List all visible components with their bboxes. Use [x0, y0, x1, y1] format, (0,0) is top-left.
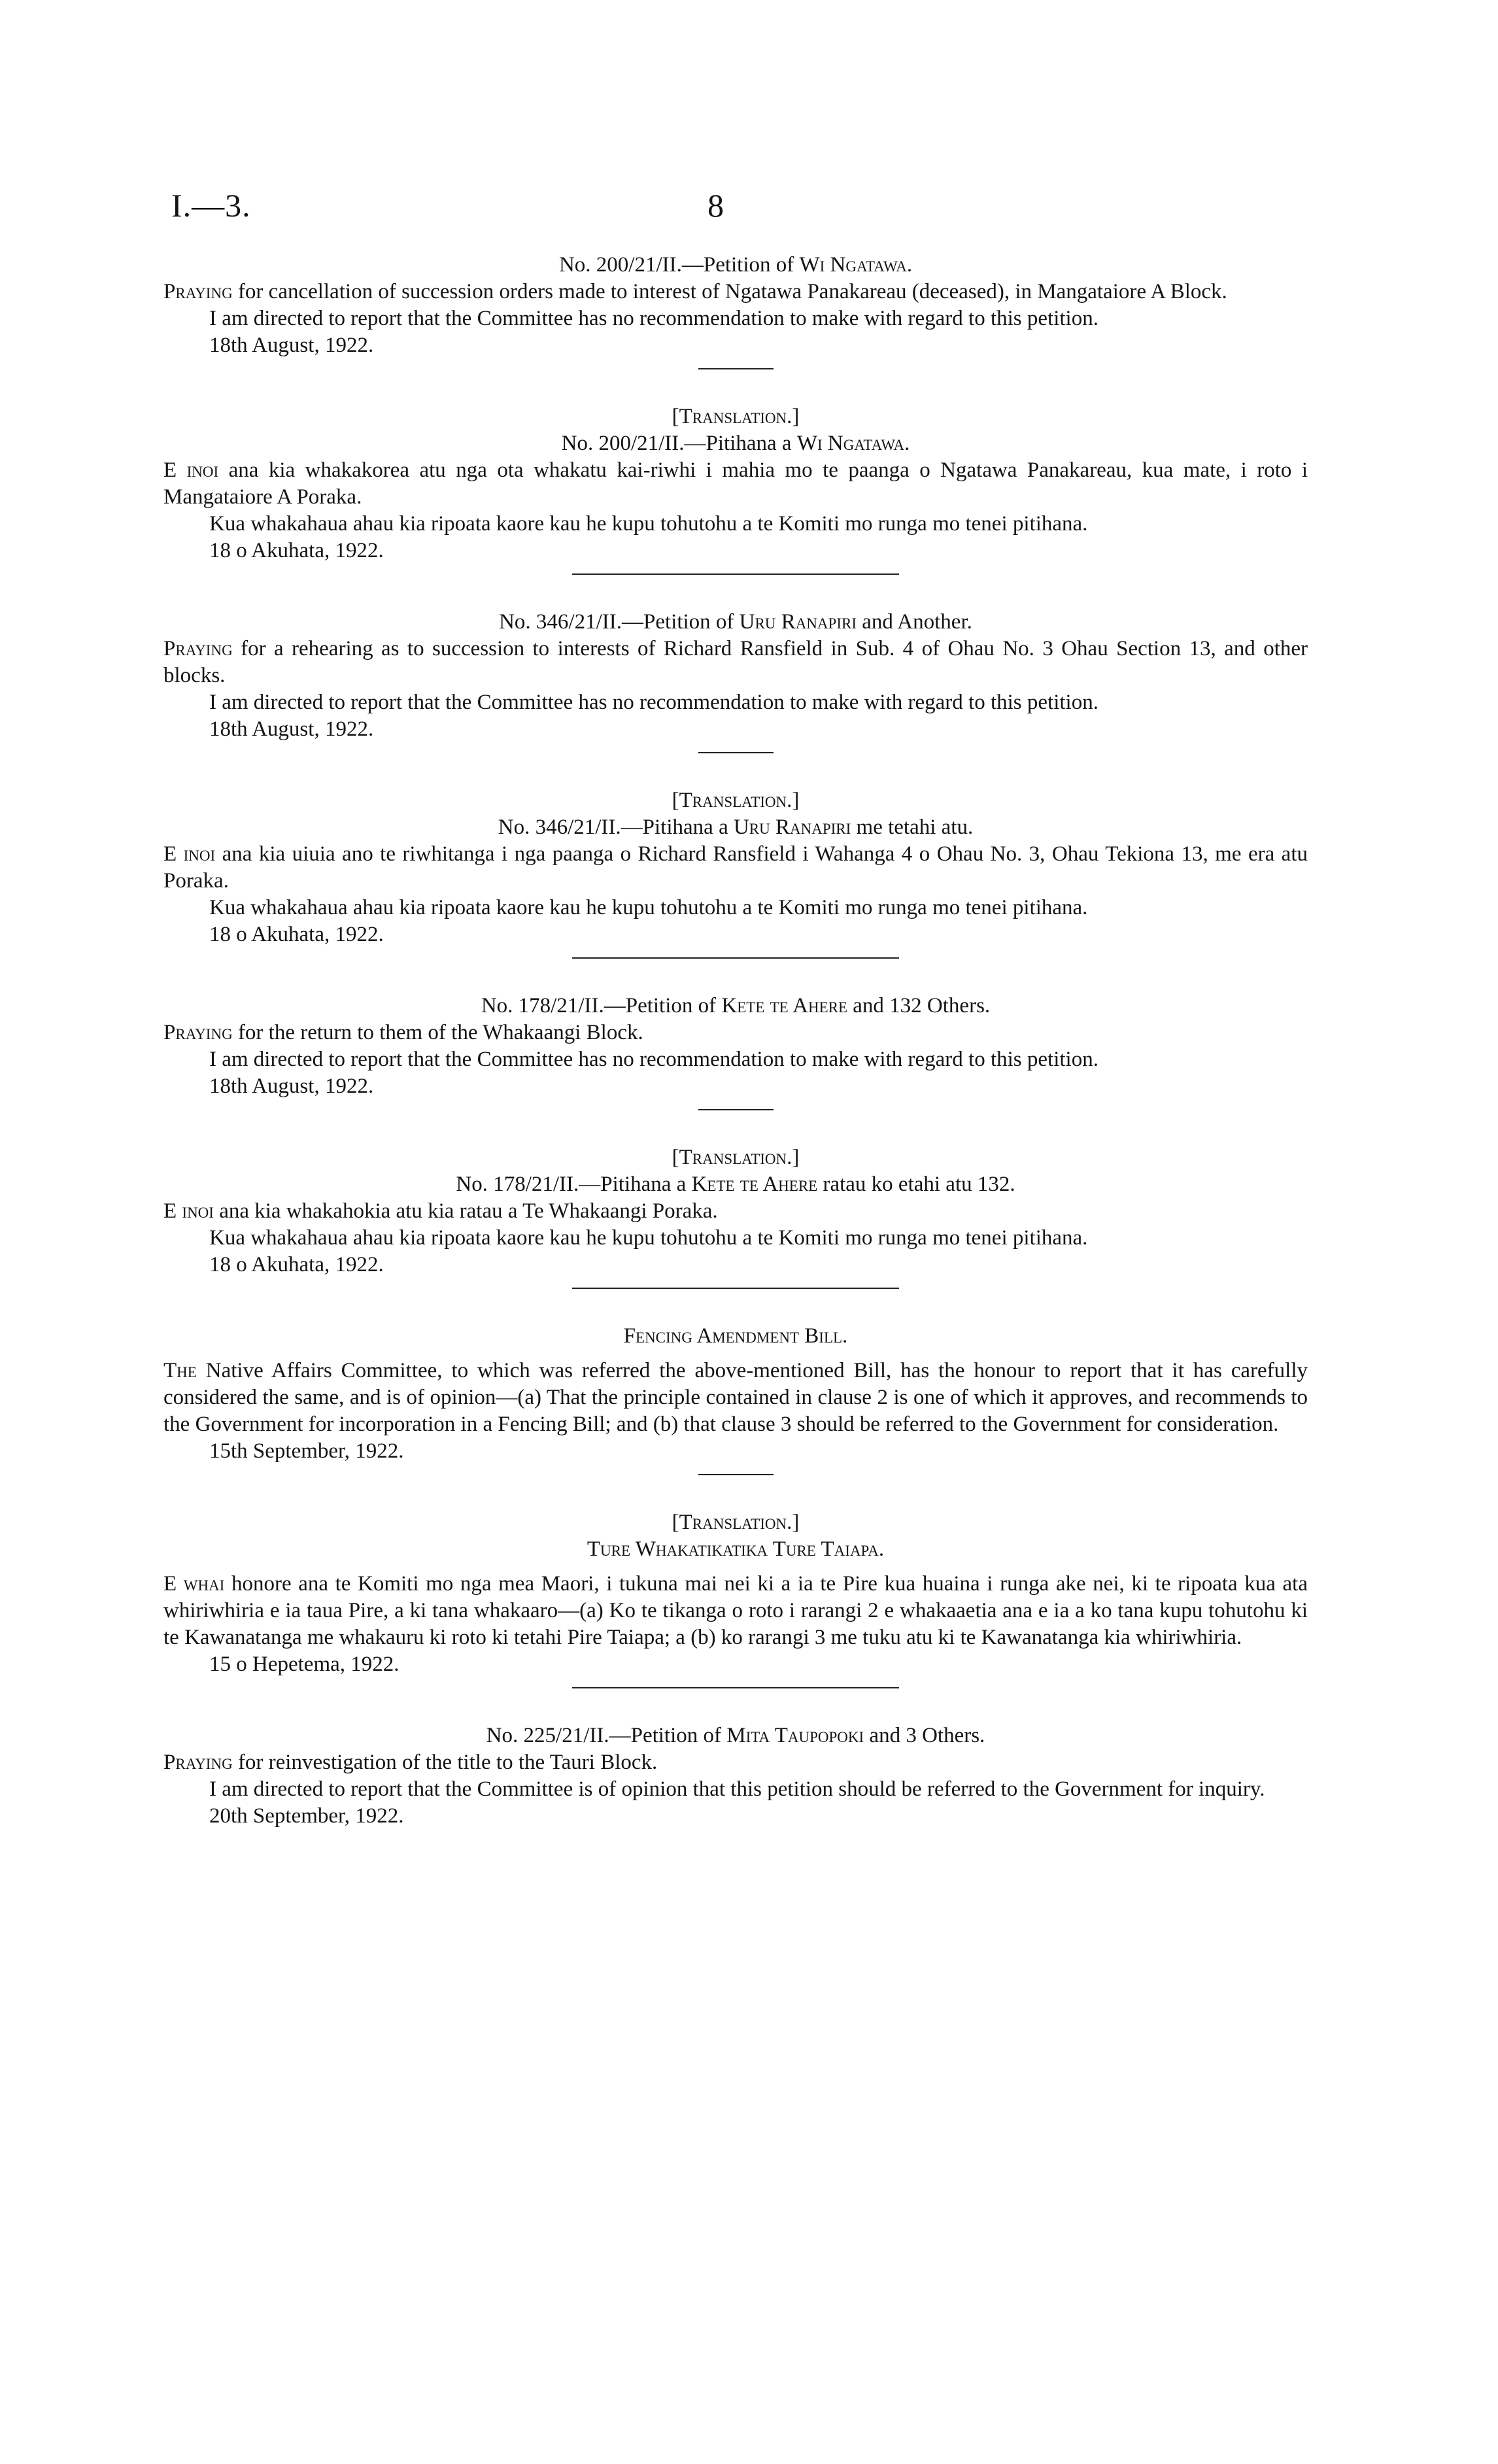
bill-heading: Fencing Amendment Bill.	[623, 1324, 848, 1348]
section-divider	[572, 957, 899, 959]
petition-title: No. 225/21/II.—Petition of Mita Taupopoki and 3 Others.	[486, 1724, 985, 1747]
committee-report: I am directed to report that the Committee has no recommendation to make with regard to this petition.	[209, 1048, 1098, 1071]
committee-report: I am directed to report that the Committee has no recommendation to make with regard to this petition.	[209, 307, 1098, 330]
petition-prayer: E inoi ana kia whakahokia atu kia ratau a Te Whakaangi Poraka.	[163, 1199, 718, 1223]
petition-title: No. 178/21/II.—Pitihana a Kete te Ahere ratau ko etahi atu 132.	[456, 1172, 1015, 1196]
petition-prayer: Praying for reinvestigation of the title to the Tauri Block.	[163, 1751, 658, 1774]
petition-prayer: E inoi ana kia uiuia ano te riwhitanga i nga paanga o Richard Ransfield i Wahanga 4 o Ohau No. 3, Ohau Tekiona 13, me era atu Poraka.	[163, 842, 1308, 893]
fencing-bill-english	[163, 1323, 1308, 1475]
petition-346-translation	[163, 787, 1308, 959]
fencing-bill-translation	[163, 1509, 1308, 1688]
report-date: 18th August, 1922.	[209, 334, 374, 357]
section-divider	[698, 368, 774, 369]
report-date: 18 o Akuhata, 1922.	[209, 923, 384, 946]
report-date: 18 o Akuhata, 1922.	[209, 539, 384, 562]
report-date: 20th September, 1922.	[209, 1804, 404, 1828]
report-date: 18th August, 1922.	[209, 1074, 374, 1098]
page-number: 8	[707, 187, 724, 224]
section-divider	[572, 573, 899, 575]
petition-prayer: Praying for a rehearing as to succession to interests of Richard Ransfield in Sub. 4 of Ohau No. 3 Ohau Section 13, and other blocks.	[163, 637, 1308, 687]
petition-178-english	[163, 993, 1308, 1110]
petition-title: No. 200/21/II.—Petition of Wi Ngatawa.	[558, 253, 913, 277]
petition-346-english	[163, 609, 1308, 753]
petition-178-translation	[163, 1144, 1308, 1289]
report-date: 15th September, 1922.	[209, 1439, 404, 1463]
petition-prayer: E inoi ana kia whakakorea atu nga ota whakatu kai-riwhi i mahia mo te paanga o Ngatawa Panakareau, kua mate, i roto i Mangataiore A Poraka.	[163, 458, 1308, 509]
section-divider	[572, 1288, 899, 1289]
bill-report: E whai honore ana te Komiti mo nga mea Maori, i tukuna mai nei ki a ia te Pire kua huaina i runga ake nei, ki te ripoata kua ata whiriwhiria e ia taua Pire, a ki tana whakaaro—(a) Ko te tikanga o roto i rarangi 2 e whakaaetia ana e ia a ko tana kupu tohutohu ki te Kawanatanga me whakauru ki roto ki tetahi Pire Taiapa; a (b) ko rarangi 3 me tuku atu ki te Kawanatanga kia whiriwhiria.	[163, 1572, 1308, 1649]
translation-label: [Translation.]	[672, 1511, 800, 1534]
petition-prayer: Praying for the return to them of the Whakaangi Block.	[163, 1021, 643, 1044]
translation-label: [Translation.]	[672, 405, 800, 428]
page-body	[163, 252, 1308, 1830]
section-divider	[572, 1687, 899, 1688]
paper-reference: I.—3.	[171, 187, 251, 224]
bill-heading: Ture Whakatikatika Ture Taiapa.	[587, 1537, 885, 1561]
petition-title: No. 178/21/II.—Petition of Kete te Ahere and 132 Others.	[481, 994, 991, 1018]
committee-report: Kua whakahaua ahau kia ripoata kaore kau he kupu tohutohu a te Komiti mo runga mo tenei pitihana.	[209, 1226, 1088, 1250]
committee-report: Kua whakahaua ahau kia ripoata kaore kau he kupu tohutohu a te Komiti mo runga mo tenei pitihana.	[209, 896, 1088, 919]
committee-report: I am directed to report that the Committee has no recommendation to make with regard to this petition.	[209, 691, 1098, 714]
translation-label: [Translation.]	[672, 789, 800, 812]
translation-label: [Translation.]	[672, 1146, 800, 1169]
committee-report: Kua whakahaua ahau kia ripoata kaore kau he kupu tohutohu a te Komiti mo runga mo tenei pitihana.	[209, 512, 1088, 536]
report-date: 18 o Akuhata, 1922.	[209, 1253, 384, 1276]
report-date: 15 o Hepetema, 1922.	[209, 1652, 400, 1676]
section-divider	[698, 1109, 774, 1110]
petition-title: No. 346/21/II.—Pitihana a Uru Ranapiri me tetahi atu.	[498, 815, 974, 839]
petition-title: No. 200/21/II.—Pitihana a Wi Ngatawa.	[561, 432, 910, 455]
petition-225-english	[163, 1722, 1308, 1830]
section-divider	[698, 1474, 774, 1475]
petition-200-english	[163, 252, 1308, 369]
petition-title: No. 346/21/II.—Petition of Uru Ranapiri and Another.	[499, 610, 972, 634]
petition-200-translation	[163, 403, 1308, 575]
report-date: 18th August, 1922.	[209, 717, 374, 741]
petition-prayer: Praying for cancellation of succession orders made to interest of Ngatawa Panakareau (deceased), in Mangataiore A Block.	[163, 280, 1227, 303]
committee-report: I am directed to report that the Committee is of opinion that this petition should be referred to the Government for inquiry.	[209, 1777, 1265, 1801]
bill-report: The Native Affairs Committee, to which was referred the above-mentioned Bill, has the honour to report that it has carefully considered the same, and is of opinion—(a) That the principle contained in clause 2 is one of which it approves, and recommends to the Government for incorporation in a Fencing Bill; and (b) that clause 3 should be referred to the Government for consideration.	[163, 1359, 1308, 1436]
section-divider	[698, 752, 774, 753]
